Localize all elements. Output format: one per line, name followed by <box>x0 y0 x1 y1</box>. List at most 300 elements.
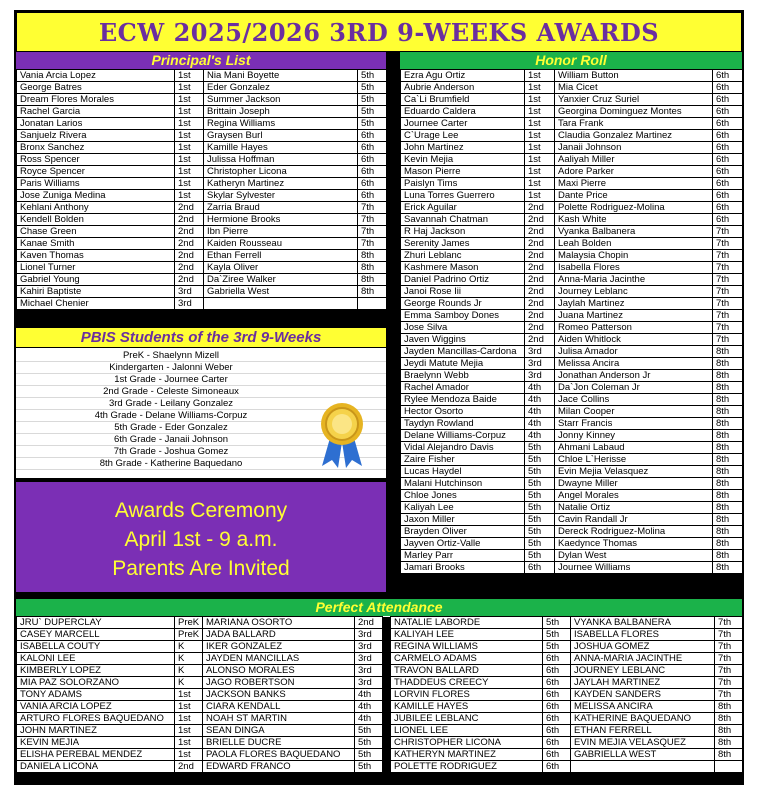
student-name: Jace Collins <box>555 394 713 406</box>
student-grade: 4th <box>355 689 383 701</box>
table-row <box>17 82 387 94</box>
student-name: LIONEL LEE <box>391 725 543 737</box>
student-name: Mason Pierre <box>401 166 525 178</box>
student-name: Kanae Smith <box>17 238 175 250</box>
table-row <box>17 118 387 130</box>
student-name: REGINA WILLIAMS <box>391 641 543 653</box>
student-grade: 8th <box>713 442 743 454</box>
table-row <box>401 406 743 418</box>
column-gap <box>383 641 391 653</box>
student-name: Brittain Joseph <box>204 106 358 118</box>
table-row <box>17 202 387 214</box>
student-grade: 5th <box>358 70 387 82</box>
column-gap <box>383 725 391 737</box>
student-name: Lucas Haydel <box>401 466 525 478</box>
student-grade: 2nd <box>525 286 555 298</box>
student-grade: 7th <box>715 653 743 665</box>
student-grade: 6th <box>543 689 571 701</box>
student-grade: 3rd <box>525 370 555 382</box>
student-grade: 6th <box>543 749 571 761</box>
table-row <box>401 298 743 310</box>
table-row <box>17 106 387 118</box>
student-name: Delane Williams-Corpuz <box>401 430 525 442</box>
student-name: Kaiden Rousseau <box>204 238 358 250</box>
student-name: Christopher Licona <box>204 166 358 178</box>
student-name: Mia Cicet <box>555 82 713 94</box>
student-name: Georgina Dominguez Montes <box>555 106 713 118</box>
student-name: Jose Zuniga Medina <box>17 190 175 202</box>
student-name: DANIELA LICONA <box>17 761 175 773</box>
student-grade: 6th <box>713 82 743 94</box>
student-grade: PreK <box>175 617 203 629</box>
student-name: William Button <box>555 70 713 82</box>
student-name: TRAVON BALLARD <box>391 665 543 677</box>
student-grade: 1st <box>175 190 204 202</box>
student-name: Jaxon Miller <box>401 514 525 526</box>
table-row <box>401 118 743 130</box>
student-name: Isabella Flores <box>555 262 713 274</box>
table-row <box>401 214 743 226</box>
student-grade: 7th <box>713 298 743 310</box>
student-name: ISABELLA FLORES <box>571 629 715 641</box>
student-name: JAGO ROBERTSON <box>203 677 355 689</box>
student-grade: 5th <box>358 118 387 130</box>
student-grade: 7th <box>715 641 743 653</box>
ceremony-title: Awards Ceremony <box>114 499 288 522</box>
student-grade: 7th <box>358 226 387 238</box>
student-grade: 6th <box>543 701 571 713</box>
table-row <box>401 478 743 490</box>
pbis-student-line: 5th Grade - Eder Gonzalez <box>16 422 386 434</box>
student-name: Claudia Gonzalez Martinez <box>555 130 713 142</box>
student-grade: PreK <box>175 629 203 641</box>
student-grade: 1st <box>525 82 555 94</box>
student-grade: 8th <box>713 430 743 442</box>
student-grade: 5th <box>543 641 571 653</box>
student-grade: 6th <box>713 190 743 202</box>
student-name: Emma Samboy Dones <box>401 310 525 322</box>
student-name: Vidal Alejandro Davis <box>401 442 525 454</box>
table-row <box>401 274 743 286</box>
student-name: Leah Bolden <box>555 238 713 250</box>
student-grade: K <box>175 665 203 677</box>
student-name: MELISSA ANCIRA <box>571 701 715 713</box>
student-grade: 6th <box>543 737 571 749</box>
student-grade: 5th <box>525 514 555 526</box>
table-row <box>401 358 743 370</box>
student-grade: 4th <box>355 701 383 713</box>
table-row <box>401 346 743 358</box>
student-name: Hector Osorto <box>401 406 525 418</box>
student-name: BRIELLE DUCRE <box>203 737 355 749</box>
table-row <box>17 214 387 226</box>
student-grade: 1st <box>175 118 204 130</box>
student-name: Janoi Rose Iii <box>401 286 525 298</box>
student-name: Jonny Kinney <box>555 430 713 442</box>
student-grade: 2nd <box>525 202 555 214</box>
student-grade: 7th <box>713 274 743 286</box>
student-grade: 3rd <box>355 653 383 665</box>
student-grade: 1st <box>525 154 555 166</box>
student-name: KATHERYN MARTINEZ <box>391 749 543 761</box>
table-row <box>17 665 743 677</box>
student-grade: 6th <box>713 202 743 214</box>
student-grade: 8th <box>715 701 743 713</box>
student-name: Dylan West <box>555 550 713 562</box>
pbis-student-line: Kindergarten - Jalonni Weber <box>16 362 386 374</box>
student-grade: 8th <box>713 406 743 418</box>
student-grade: 5th <box>525 502 555 514</box>
column-gap <box>383 677 391 689</box>
student-name: Luna Torres Guerrero <box>401 190 525 202</box>
column-gap <box>383 629 391 641</box>
student-name: Vania Arcia Lopez <box>17 70 175 82</box>
student-name: Jonathan Anderson Jr <box>555 370 713 382</box>
student-name: Rylee Mendoza Baide <box>401 394 525 406</box>
student-name: KALIYAH LEE <box>391 629 543 641</box>
student-name: Lionel Turner <box>17 262 175 274</box>
student-grade: 1st <box>175 82 204 94</box>
student-grade: 7th <box>713 310 743 322</box>
table-row <box>401 562 743 574</box>
student-name: Kamille Hayes <box>204 142 358 154</box>
student-grade: 6th <box>543 761 571 773</box>
student-name: Kaliyah Lee <box>401 502 525 514</box>
perfect-attendance-table <box>16 616 743 773</box>
pbis-student-line: 1st Grade - Journee Carter <box>16 374 386 386</box>
student-grade: 7th <box>358 202 387 214</box>
student-grade: 1st <box>175 166 204 178</box>
student-name: George Rounds Jr <box>401 298 525 310</box>
student-name: Zarria Braud <box>204 202 358 214</box>
student-grade: 6th <box>543 677 571 689</box>
student-name: Aaliyah Miller <box>555 154 713 166</box>
table-row <box>401 166 743 178</box>
student-grade: K <box>175 677 203 689</box>
student-name: KAMILLE HAYES <box>391 701 543 713</box>
student-grade: 5th <box>525 466 555 478</box>
student-name: Daniel Padrino Ortiz <box>401 274 525 286</box>
table-row <box>17 130 387 142</box>
student-grade: 2nd <box>175 250 204 262</box>
student-name: John Martinez <box>401 142 525 154</box>
student-name: KALONI LEE <box>17 653 175 665</box>
student-grade: 7th <box>715 677 743 689</box>
student-name: VYANKA BALBANERA <box>571 617 715 629</box>
student-grade: 5th <box>355 737 383 749</box>
student-grade: 7th <box>713 322 743 334</box>
table-row <box>401 202 743 214</box>
student-grade: 5th <box>525 490 555 502</box>
student-grade: 2nd <box>175 274 204 286</box>
student-grade: 1st <box>525 178 555 190</box>
table-row <box>17 70 387 82</box>
student-grade: 8th <box>713 346 743 358</box>
student-name: Kehlani Anthony <box>17 202 175 214</box>
student-name: JUBILEE LEBLANC <box>391 713 543 725</box>
student-name: Michael Chenier <box>17 298 175 310</box>
table-row <box>401 526 743 538</box>
table-row <box>401 370 743 382</box>
student-name: MIA PAZ SOLORZANO <box>17 677 175 689</box>
student-grade: 5th <box>358 94 387 106</box>
student-grade: 3rd <box>355 641 383 653</box>
student-grade: 2nd <box>525 334 555 346</box>
table-row <box>17 298 387 310</box>
student-grade: 8th <box>713 562 743 574</box>
table-row <box>17 178 387 190</box>
student-name: Gabriel Young <box>17 274 175 286</box>
student-name: Rachel Garcia <box>17 106 175 118</box>
table-row <box>401 190 743 202</box>
student-name: Erick Aguilar <box>401 202 525 214</box>
student-name <box>204 298 358 310</box>
student-grade: 3rd <box>525 346 555 358</box>
table-row <box>401 142 743 154</box>
table-row <box>401 82 743 94</box>
student-grade: 5th <box>358 82 387 94</box>
table-row <box>401 514 743 526</box>
student-grade: 3rd <box>175 298 204 310</box>
student-grade: 2nd <box>525 262 555 274</box>
student-grade: 6th <box>543 653 571 665</box>
student-grade: 8th <box>713 466 743 478</box>
pbis-student-line: 8th Grade - Katherine Baquedano <box>16 458 386 470</box>
student-grade: 2nd <box>175 214 204 226</box>
student-grade: 4th <box>525 430 555 442</box>
student-name: R Haj Jackson <box>401 226 525 238</box>
table-row <box>17 617 743 629</box>
student-grade: 6th <box>713 118 743 130</box>
table-row <box>401 310 743 322</box>
student-grade: 6th <box>713 214 743 226</box>
table-row <box>17 677 743 689</box>
student-name: George Batres <box>17 82 175 94</box>
student-name: JADA BALLARD <box>203 629 355 641</box>
student-name: KAYDEN SANDERS <box>571 689 715 701</box>
student-grade: 1st <box>175 689 203 701</box>
column-gap <box>383 713 391 725</box>
student-name: Bronx Sanchez <box>17 142 175 154</box>
student-name: Julisa Amador <box>555 346 713 358</box>
student-grade: 8th <box>358 286 387 298</box>
student-name: Da`Jon Coleman Jr <box>555 382 713 394</box>
table-row <box>17 641 743 653</box>
table-row <box>17 190 387 202</box>
student-grade: 1st <box>175 154 204 166</box>
column-gap <box>383 653 391 665</box>
student-name: Journey Leblanc <box>555 286 713 298</box>
student-grade: 5th <box>543 617 571 629</box>
student-name: Dereck Rodriguez-Molina <box>555 526 713 538</box>
pbis-student-line: 3rd Grade - Leilany Gonzalez <box>16 398 386 410</box>
student-grade: 8th <box>715 725 743 737</box>
student-grade: 8th <box>713 550 743 562</box>
student-grade: 2nd <box>525 274 555 286</box>
student-grade: 8th <box>358 250 387 262</box>
student-name: Savannah Chatman <box>401 214 525 226</box>
student-grade: 1st <box>525 130 555 142</box>
student-grade: 3rd <box>175 286 204 298</box>
student-grade: 6th <box>713 94 743 106</box>
student-grade: 1st <box>525 166 555 178</box>
student-name: Jonatan Larios <box>17 118 175 130</box>
student-grade: 4th <box>355 713 383 725</box>
student-name: ARTURO FLORES BAQUEDANO <box>17 713 175 725</box>
student-name: NOAH ST MARTIN <box>203 713 355 725</box>
pbis-heading: PBIS Students of the 3rd 9-Weeks <box>16 328 386 347</box>
pbis-student-line: 4th Grade - Delane Williams-Corpuz <box>16 410 386 422</box>
student-grade: 1st <box>175 725 203 737</box>
student-grade: 2nd <box>525 298 555 310</box>
student-grade: 6th <box>543 725 571 737</box>
student-name: CASEY MARCELL <box>17 629 175 641</box>
student-name: Evin Mejia Velasquez <box>555 466 713 478</box>
student-grade: 2nd <box>355 617 383 629</box>
student-name: POLETTE RODRIGUEZ <box>391 761 543 773</box>
table-row <box>401 250 743 262</box>
student-grade: 1st <box>525 118 555 130</box>
student-name: NATALIE LABORDE <box>391 617 543 629</box>
student-name: KEVIN MEJIA <box>17 737 175 749</box>
table-row <box>401 94 743 106</box>
student-name: Serenity James <box>401 238 525 250</box>
student-grade: 3rd <box>355 665 383 677</box>
student-grade: 3rd <box>525 358 555 370</box>
student-grade: 7th <box>715 689 743 701</box>
table-row <box>17 94 387 106</box>
student-grade: 6th <box>713 106 743 118</box>
page-title: ECW 2025/2026 3RD 9-WEEKS AWARDS <box>16 12 742 52</box>
student-name: VANIA ARCIA LOPEZ <box>17 701 175 713</box>
student-name: Graysen Burl <box>204 130 358 142</box>
awards-board <box>14 10 744 785</box>
student-grade: 6th <box>713 178 743 190</box>
student-name: Da`Ziree Walker <box>204 274 358 286</box>
table-row <box>17 761 743 773</box>
table-row <box>17 701 743 713</box>
ceremony-date: April 1st - 9 a.m. <box>124 528 278 551</box>
student-grade: 4th <box>525 394 555 406</box>
student-name: KIMBERLY LOPEZ <box>17 665 175 677</box>
student-grade: 6th <box>713 166 743 178</box>
student-name: Jeydi Matute Mejia <box>401 358 525 370</box>
student-grade: 6th <box>358 154 387 166</box>
table-row <box>17 226 387 238</box>
table-row <box>401 226 743 238</box>
student-grade: 7th <box>715 665 743 677</box>
student-grade: 8th <box>713 394 743 406</box>
principals-list-table <box>16 69 387 310</box>
table-row <box>401 154 743 166</box>
student-grade: 2nd <box>175 226 204 238</box>
principals-list-heading: Principal's List <box>16 52 386 69</box>
student-name: Ethan Ferrell <box>204 250 358 262</box>
student-name: PAOLA FLORES BAQUEDANO <box>203 749 355 761</box>
student-name: Summer Jackson <box>204 94 358 106</box>
table-row <box>401 106 743 118</box>
student-name: Brayden Oliver <box>401 526 525 538</box>
student-name: ISABELLA COUTY <box>17 641 175 653</box>
student-grade: 2nd <box>525 250 555 262</box>
student-grade: 3rd <box>355 629 383 641</box>
student-grade: K <box>175 641 203 653</box>
student-grade: 6th <box>358 130 387 142</box>
student-name: Malaysia Chopin <box>555 250 713 262</box>
student-name: Paislyn Tims <box>401 178 525 190</box>
student-grade: 1st <box>175 178 204 190</box>
student-name: Ezra Agu Ortiz <box>401 70 525 82</box>
student-name: Kevin Mejia <box>401 154 525 166</box>
student-name: Gabriella West <box>204 286 358 298</box>
student-grade: 1st <box>525 106 555 118</box>
student-name: Eder Gonzalez <box>204 82 358 94</box>
ceremony-note: Parents Are Invited <box>112 557 290 580</box>
table-row <box>401 550 743 562</box>
student-grade: 8th <box>715 737 743 749</box>
student-name: Nia Mani Boyette <box>204 70 358 82</box>
student-name: Ahmani Labaud <box>555 442 713 454</box>
student-name: Yanxier Cruz Suriel <box>555 94 713 106</box>
column-gap <box>383 689 391 701</box>
student-grade <box>358 298 387 310</box>
student-name: CHRISTOPHER LICONA <box>391 737 543 749</box>
awards-ceremony-banner <box>16 482 386 592</box>
student-grade: 6th <box>358 142 387 154</box>
student-grade: 1st <box>175 737 203 749</box>
student-grade: 1st <box>525 190 555 202</box>
student-grade: 6th <box>358 178 387 190</box>
student-name: Eduardo Caldera <box>401 106 525 118</box>
student-name: Romeo Patterson <box>555 322 713 334</box>
student-grade: 6th <box>713 130 743 142</box>
student-grade: 7th <box>713 226 743 238</box>
student-grade: 2nd <box>175 238 204 250</box>
award-ribbon-icon <box>314 400 370 470</box>
student-name: Regina Williams <box>204 118 358 130</box>
student-grade: 7th <box>713 250 743 262</box>
table-row <box>17 689 743 701</box>
student-grade: 8th <box>713 418 743 430</box>
student-grade: 1st <box>525 142 555 154</box>
student-name: Kaedynce Thomas <box>555 538 713 550</box>
student-name: JOHN MARTINEZ <box>17 725 175 737</box>
student-name: Sanjuelz Rivera <box>17 130 175 142</box>
student-name: C`Urage Lee <box>401 130 525 142</box>
table-row <box>401 454 743 466</box>
student-grade: 8th <box>713 382 743 394</box>
student-name: ANNA-MARIA JACINTHE <box>571 653 715 665</box>
table-row <box>401 502 743 514</box>
student-grade: 1st <box>175 130 204 142</box>
student-grade: 8th <box>713 370 743 382</box>
student-name: Malani Hutchinson <box>401 478 525 490</box>
table-row <box>17 142 387 154</box>
student-grade: 1st <box>175 142 204 154</box>
student-name: ALONSO MORALES <box>203 665 355 677</box>
table-row <box>17 154 387 166</box>
table-row <box>17 262 387 274</box>
student-grade: 6th <box>525 562 555 574</box>
student-grade: 8th <box>713 526 743 538</box>
table-row <box>17 286 387 298</box>
student-grade: 8th <box>713 502 743 514</box>
student-name: Julissa Hoffman <box>204 154 358 166</box>
student-grade: 5th <box>355 749 383 761</box>
student-grade: 7th <box>358 238 387 250</box>
column-gap <box>383 737 391 749</box>
student-name: Dream Flores Morales <box>17 94 175 106</box>
